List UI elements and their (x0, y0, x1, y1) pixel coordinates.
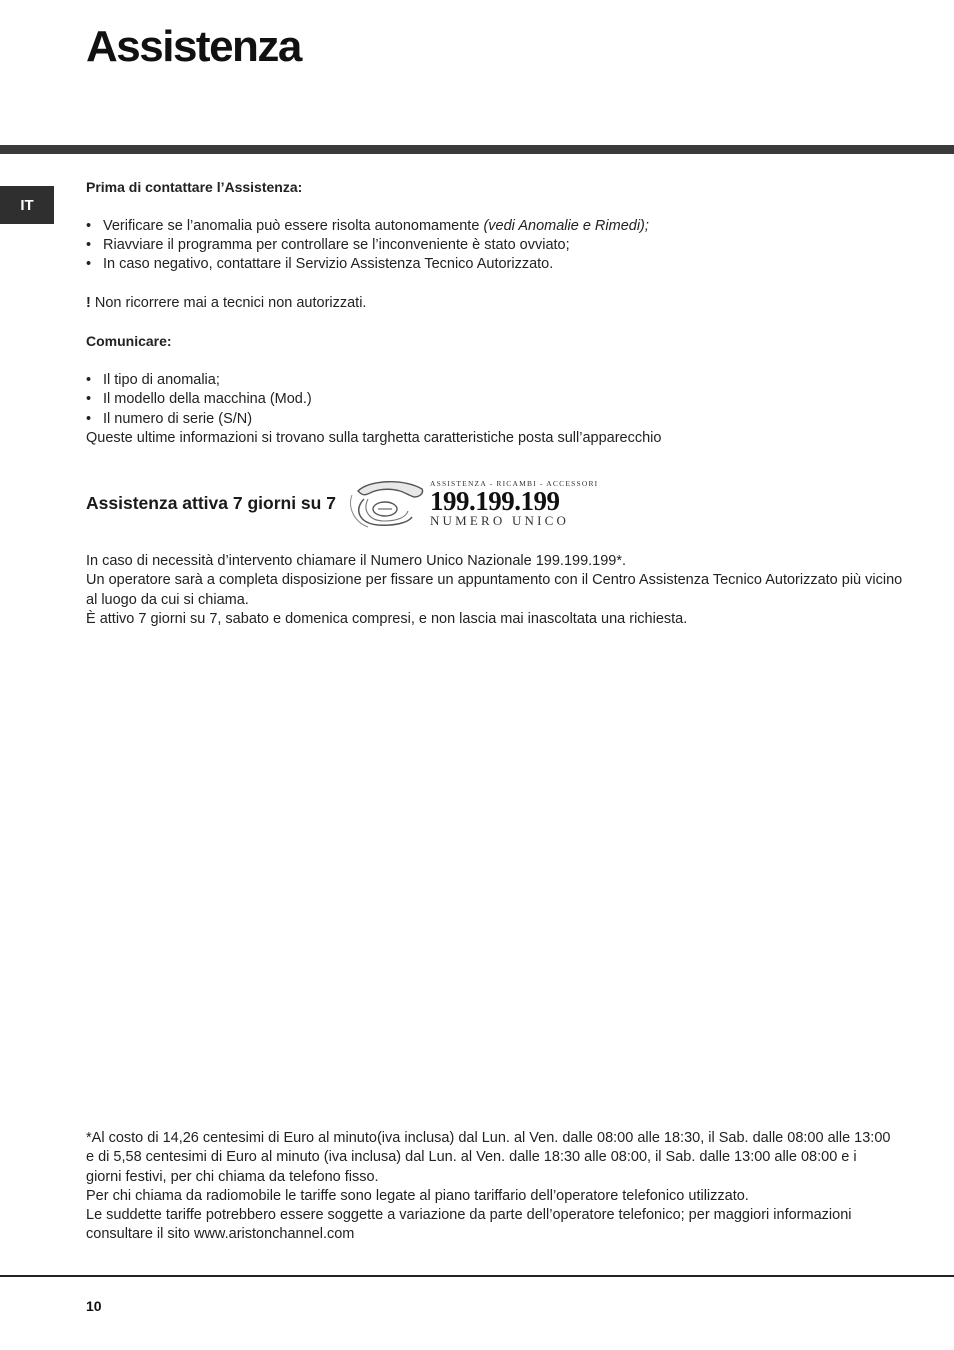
list-item: • Il numero di serie (S/N) (86, 410, 906, 429)
reference-text: (vedi Anomalie e Rimedi); (483, 217, 649, 234)
service-paragraph: È attivo 7 giorni su 7, sabato e domenica compresi, e non lascia mai inascoltata una richiesta. (86, 610, 688, 627)
list-item: • Il modello della macchina (Mod.) (86, 390, 906, 409)
page-number: 10 (86, 1298, 102, 1314)
service-logo (348, 477, 598, 529)
list-item: • Riavviare il programma per controllare se l’inconveniente è stato ovviato; (86, 236, 906, 255)
footnote-paragraph: Per chi chiama da radiomobile le tariffe sono legate al piano tariffario dell’operatore telefonico utilizzato. (86, 1187, 749, 1204)
footnote-paragraph: *Al costo di 14,26 centesimi di Euro al minuto(iva inclusa) dal Lun. al Ven. dalle 08:00 alle 18:30, il Sab. dalle 08:00 alle 13:00 e di 5,58 centesimi di Euro al minuto (iva inclusa) dal Lun. al Ven. dalle 18:30 alle 08:00, il Sab. dalle 13:00 alle 08:00 e i giorni festivi, per chi chiama da telefono fisso. (86, 1130, 891, 1185)
logo-tagline: ASSISTENZA - RICAMBI - ACCESSORI (429, 478, 599, 488)
page-title: Assistenza (86, 22, 301, 71)
communicate-note: Queste ultime informazioni si trovano sulla targhetta caratteristiche posta sull’apparecchio (86, 429, 662, 446)
list-item: • In caso negativo, contattare il Servizio Assistenza Tecnico Autorizzato. (86, 255, 906, 274)
footnote-paragraph: Le suddette tariffe potrebbero essere soggette a variazione da parte dell’operatore telefonico; per maggiori informazioni consultare il sito www.aristonchannel.com (86, 1207, 852, 1243)
service-description (86, 552, 906, 629)
language-tab: IT (0, 186, 54, 224)
logo-subtitle: NUMERO UNICO (429, 512, 570, 528)
header-rule (0, 145, 954, 154)
service-paragraph: In caso di necessità d’intervento chiamare il Numero Unico Nazionale 199.199.199*. (86, 553, 627, 569)
cost-footnote (86, 1129, 896, 1245)
before-contact-heading: Prima di contattare l’Assistenza: (86, 179, 303, 195)
service-paragraph: Un operatore sarà a completa disposizione per fissare un appuntamento con il Centro Assistenza Tecnico Autorizzato più vicino al luogo da cui si chiama. (86, 572, 903, 608)
warning-icon: ! (86, 294, 91, 311)
warning-note: ! Non ricorrere mai a tecnici non autorizzati. (86, 294, 367, 311)
service-number: 199.199.199 (429, 485, 560, 516)
main-content (86, 178, 906, 448)
service-heading: Assistenza attiva 7 giorni su 7 (86, 492, 336, 513)
list-item: • Il tipo di anomalia; (86, 371, 906, 390)
before-contact-list (86, 217, 906, 275)
service-header (86, 476, 598, 530)
footer-rule (0, 1275, 954, 1277)
phone-icon (348, 477, 426, 529)
communicate-list (86, 371, 906, 429)
list-item: • Verificare se l’anomalia può essere risolta autonomamente (vedi Anomalie e Rimedi); (86, 217, 906, 236)
communicate-heading: Comunicare: (86, 333, 172, 350)
